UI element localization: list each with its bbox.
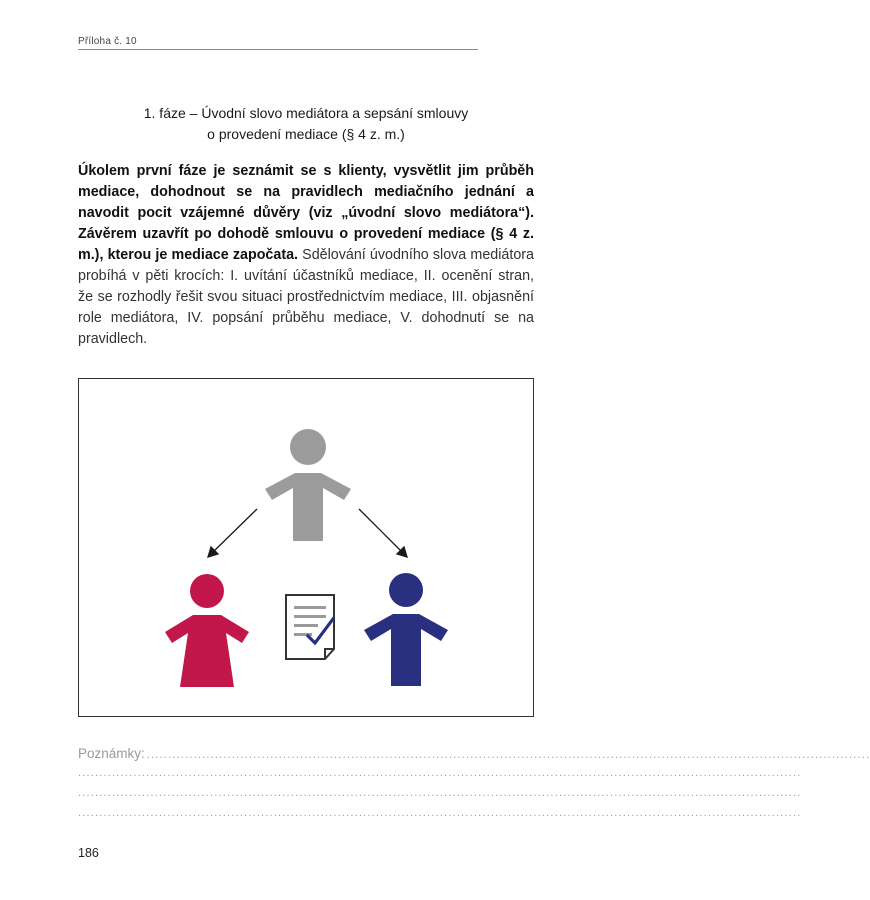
mediator-person-icon xyxy=(265,429,351,541)
paragraph-regular-text: Sdělování úvodního slova mediátora probíhá v pěti krocích: I. uvítání účastníků mediace, II. ocenění stran, že se rozhodly řešit svou situaci prostřednictvím mediace, III. objasnění role mediátora, IV. popsání průběhu mediace, V. dohodnutí se na pravidlech. xyxy=(78,247,534,347)
body-paragraph xyxy=(78,161,534,350)
notes-dotted-line: .......................................................................................................................................................................... xyxy=(78,767,802,779)
page-number: 186 xyxy=(78,846,99,860)
header-label: Příloha č. 10 xyxy=(78,36,137,47)
notes-label: Poznámky: xyxy=(78,746,145,761)
section-heading xyxy=(78,103,534,145)
notes-dotted-line: .......................................................................................................................................................................... xyxy=(78,787,802,799)
client-female-icon xyxy=(165,574,249,687)
notes-dotted-line: .......................................................................................................................................................................... xyxy=(146,749,870,761)
notes-dotted-line: .......................................................................................................................................................................... xyxy=(78,807,802,819)
heading-line-2: o provedení mediace (§ 4 z. m.) xyxy=(207,126,405,142)
mediation-figure xyxy=(78,378,534,717)
running-header xyxy=(78,37,478,50)
notes-first-line xyxy=(78,743,870,763)
paragraph-bold-text: Úkolem první fáze je seznámit se s klienty, vysvětlit jim průběh mediace, dohodnout se na pravidlech mediačního jednání a navodit pocit vzájemné důvěry (viz „úvodní slovo mediátora“). Závěrem uzavřít po dohodě smlouvu o provedení mediace (§ 4 z. m.), kterou je mediace započata. xyxy=(78,163,534,263)
heading-line-1: 1. fáze – Úvodní slovo mediátora a sepsání smlouvy xyxy=(143,105,469,121)
notes-section xyxy=(78,743,870,823)
figure-illustration xyxy=(79,379,535,718)
client-male-icon xyxy=(364,573,448,686)
contract-document-icon xyxy=(286,595,334,659)
